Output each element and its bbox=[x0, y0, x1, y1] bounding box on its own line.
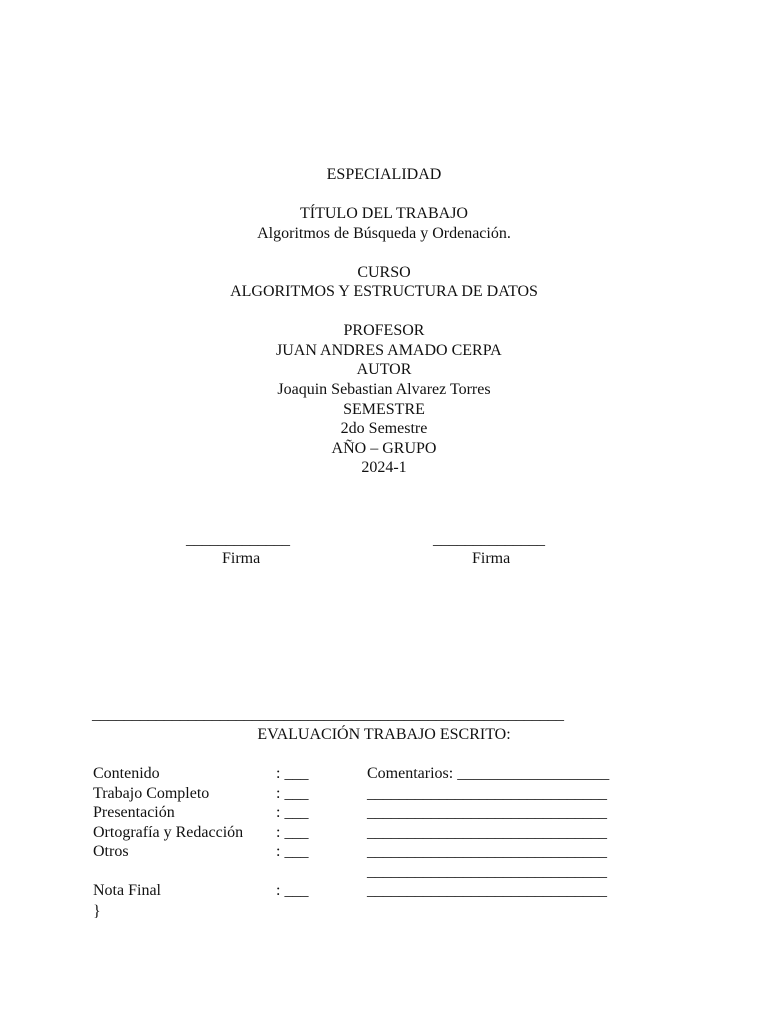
especialidad-heading: ESPECIALIDAD bbox=[326, 166, 442, 183]
comment-line: ______________________________ bbox=[367, 824, 607, 841]
ano-grupo-value: 2024-1 bbox=[361, 459, 407, 476]
signature-line-right: ______________ bbox=[433, 531, 545, 548]
comment-line: ______________________________ bbox=[367, 785, 607, 802]
comment-line: ______________________________ bbox=[367, 843, 607, 860]
eval-label-otros: Otros bbox=[93, 843, 129, 860]
eval-score-otros: : ___ bbox=[276, 843, 309, 860]
autor-value: Joaquin Sebastian Alvarez Torres bbox=[277, 381, 491, 398]
profesor-label: PROFESOR bbox=[343, 322, 425, 339]
eval-label-contenido: Contenido bbox=[93, 765, 160, 782]
profesor-value: JUAN ANDRES AMADO CERPA bbox=[276, 342, 502, 359]
eval-label-ortografia: Ortografía y Redacción bbox=[93, 824, 244, 841]
autor-label: AUTOR bbox=[356, 361, 412, 378]
evaluation-separator: ___________________________________________________________ bbox=[92, 706, 564, 723]
stray-brace: } bbox=[93, 903, 101, 920]
titulo-value: Algoritmos de Búsqueda y Ordenación. bbox=[257, 225, 511, 242]
eval-score-ortografia: : ___ bbox=[276, 824, 309, 841]
evaluation-title: EVALUACIÓN TRABAJO ESCRITO: bbox=[257, 726, 511, 743]
semestre-value: 2do Semestre bbox=[340, 420, 428, 437]
signature-line-left: _____________ bbox=[186, 531, 290, 548]
comment-line: ______________________________ bbox=[367, 804, 607, 821]
ano-grupo-label: AÑO – GRUPO bbox=[331, 440, 437, 457]
eval-score-presentacion: : ___ bbox=[276, 804, 309, 821]
eval-label-trabajo-completo: Trabajo Completo bbox=[93, 785, 210, 802]
curso-label: CURSO bbox=[357, 264, 411, 281]
comment-line: ______________________________ bbox=[367, 863, 607, 880]
eval-label-nota-final: Nota Final bbox=[93, 882, 161, 899]
eval-score-contenido: : ___ bbox=[276, 765, 309, 782]
eval-label-presentacion: Presentación bbox=[93, 804, 175, 821]
semestre-label: SEMESTRE bbox=[343, 401, 425, 418]
comment-line: ______________________________ bbox=[367, 882, 607, 899]
titulo-label: TÍTULO DEL TRABAJO bbox=[300, 205, 468, 222]
signature-label-left: Firma bbox=[222, 550, 261, 567]
eval-score-trabajo-completo: : ___ bbox=[276, 785, 309, 802]
signature-label-right: Firma bbox=[472, 550, 511, 567]
comments-label: Comentarios: ___________________ bbox=[367, 765, 610, 782]
curso-value: ALGORITMOS Y ESTRUCTURA DE DATOS bbox=[230, 283, 538, 300]
eval-score-nota-final: : ___ bbox=[276, 882, 309, 899]
